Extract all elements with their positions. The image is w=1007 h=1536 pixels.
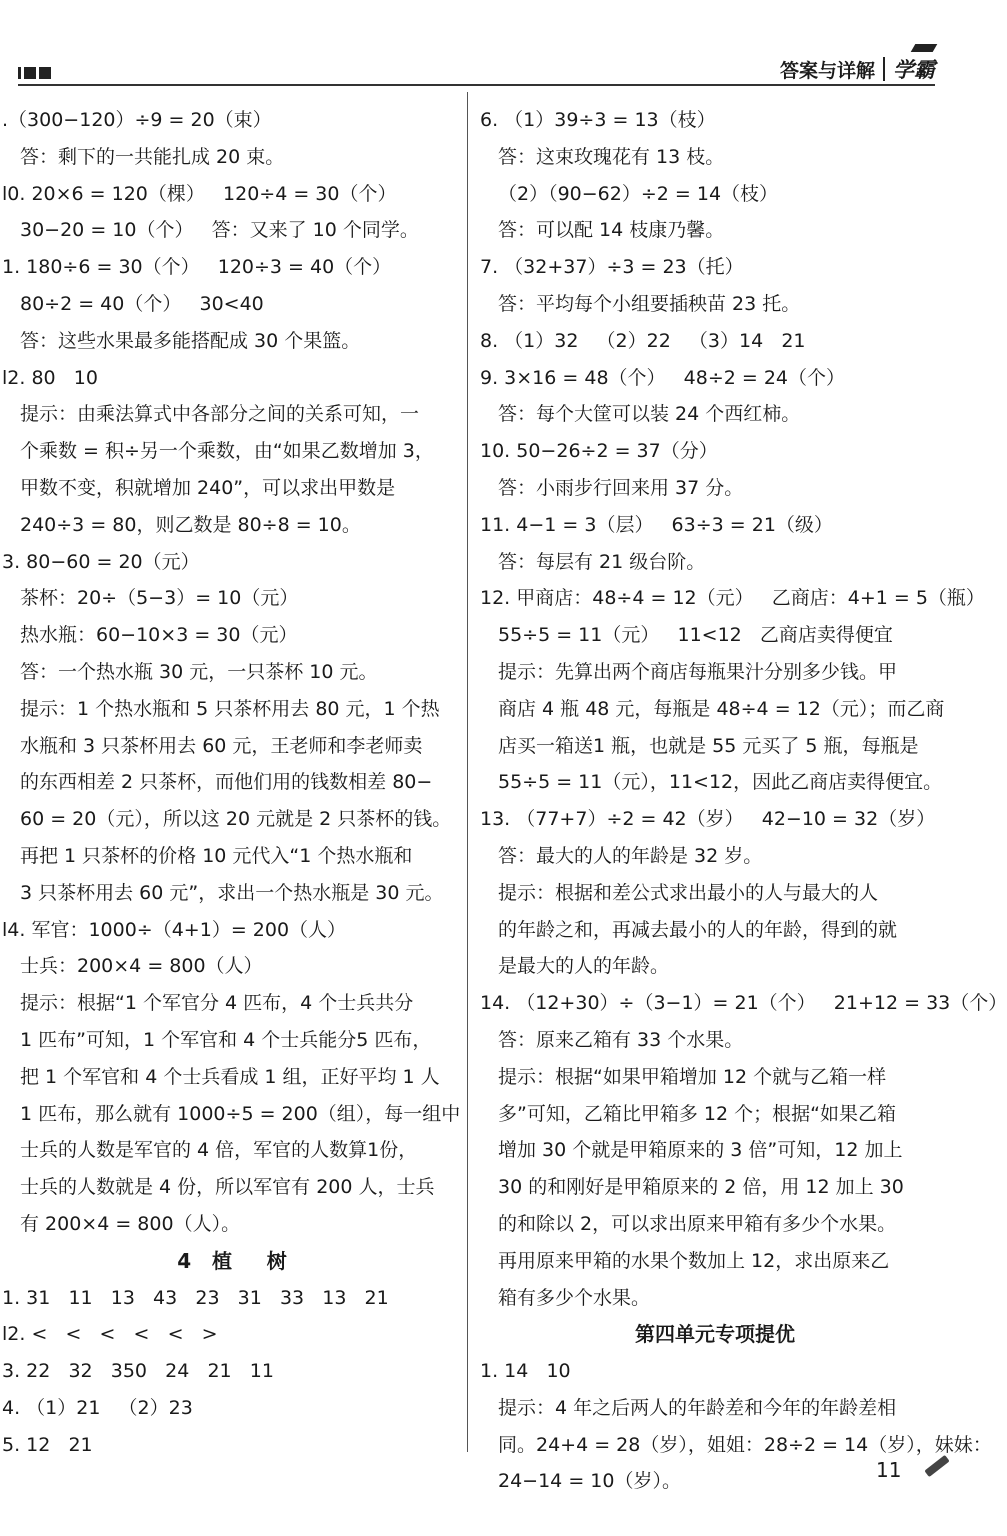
answer-line: 30−20 = 10（个） 答：又来了 10 个同学。 bbox=[20, 219, 419, 242]
answer-line: 14. （12+30）÷（3−1）= 21（个） 21+12 = 33（个） bbox=[480, 992, 1007, 1015]
hint-line: 1 匹布”可知，1 个军官和 4 个士兵能分5 匹布， bbox=[20, 1028, 432, 1051]
right-column bbox=[480, 102, 1007, 1500]
hint-line: 增加 30 个就是甲箱原来的 3 倍”可知，12 加上 bbox=[498, 1139, 903, 1162]
hint-line: 提示：根据“1 个军官分 4 匹布，4 个士兵共分 bbox=[20, 992, 414, 1015]
section-title: 第四单元专项提优 bbox=[635, 1322, 795, 1347]
page-header bbox=[780, 54, 935, 84]
answer-line: 10. 50−26÷2 = 37（分） bbox=[480, 440, 718, 463]
answer-line: 答：最大的人的年龄是 32 岁。 bbox=[498, 844, 763, 867]
answer-line: 答：可以配 14 枝康乃馨。 bbox=[498, 219, 725, 242]
answer-line: 答：每个大筐可以装 24 个西红柿。 bbox=[498, 403, 801, 426]
hint-line: 的东西相差 2 只茶杯，而他们用的钱数相差 80− bbox=[20, 771, 433, 794]
answer-line: 3. 80−60 = 20（元） bbox=[2, 550, 200, 573]
hint-line: 240÷3 = 80，则乙数是 80÷8 = 10。 bbox=[20, 513, 361, 536]
hint-line: 24−14 = 10（岁）。 bbox=[498, 1470, 681, 1493]
hint-line: 提示：根据和差公式求出最小的人与最大的人 bbox=[498, 881, 879, 904]
hint-line: 有 200×4 = 800（人）。 bbox=[20, 1212, 241, 1235]
hint-line: 的和除以 2，可以求出原来甲箱有多少个水果。 bbox=[498, 1212, 897, 1235]
header-block-mark bbox=[24, 67, 36, 79]
hint-line: 的年龄之和，再减去最小的人的年龄，得到的就 bbox=[498, 918, 898, 941]
hint-line: 55÷5 = 11（元），11<12，因此乙商店卖得便宜。 bbox=[498, 771, 943, 794]
answer-line: 8. （1）32 （2）22 （3）14 21 bbox=[480, 329, 806, 352]
hint-line: 商店 4 瓶 48 元，每瓶是 48÷4 = 12（元）；而乙商 bbox=[498, 697, 945, 720]
answer-line: .（300−120）÷9 = 20（束） bbox=[2, 109, 272, 131]
hint-line: 水瓶和 3 只茶杯用去 60 元，王老师和李老师卖 bbox=[20, 734, 423, 757]
answer-line: 80÷2 = 40（个） 30<40 bbox=[20, 292, 264, 315]
answer-line: l2. 80 10 bbox=[2, 366, 98, 389]
answer-line: 答：小雨步行回来用 37 分。 bbox=[498, 476, 744, 499]
hint-line: 个乘数 = 积÷另一个乘数，由“如果乙数增加 3， bbox=[20, 440, 434, 463]
hint-line: 多”可知，乙箱比甲箱多 12 个；根据“如果乙箱 bbox=[498, 1102, 896, 1125]
answer-line: l4. 军官：1000÷（4+1）= 200（人） bbox=[2, 918, 347, 941]
hint-line: 把 1 个军官和 4 个士兵看成 1 组，正好平均 1 人 bbox=[20, 1065, 440, 1088]
hint-line: 30 的和刚好是甲箱原来的 2 倍，用 12 加上 30 bbox=[498, 1176, 904, 1199]
hint-line: 同。24+4 = 28（岁），姐姐：28÷2 = 14（岁），妹妹： bbox=[498, 1433, 992, 1456]
hint-line: 士兵的人数是军官的 4 倍，军官的人数算1份， bbox=[20, 1139, 418, 1162]
header-block-mark bbox=[39, 67, 51, 79]
answer-line: 12. 甲商店：48÷4 = 12（元） 乙商店：4+1 = 5（瓶） bbox=[480, 587, 985, 610]
answer-line: 答：剩下的一共能扎成 20 束。 bbox=[20, 145, 285, 168]
answer-line: 1. 180÷6 = 30（个） 120÷3 = 40（个） bbox=[2, 256, 392, 279]
section-title: 4 植 树 bbox=[177, 1248, 287, 1273]
hint-line: 3 只茶杯用去 60 元”，求出一个热水瓶是 30 元。 bbox=[20, 881, 444, 904]
hint-line: 店买一箱送1 瓶，也就是 55 元买了 5 瓶，每瓶是 bbox=[498, 734, 919, 757]
answer-line: 热水瓶：60−10×3 = 30（元） bbox=[20, 624, 298, 647]
header-rule bbox=[18, 84, 935, 86]
hint-line: 提示：先算出两个商店每瓶果汁分别多少钱。甲 bbox=[498, 660, 898, 683]
answer-line: 11. 4−1 = 3（层） 63÷3 = 21（级） bbox=[480, 513, 833, 536]
hint-line: 60 = 20（元），所以这 20 元就是 2 只茶杯的钱。 bbox=[20, 808, 452, 831]
answer-line: 13. （77+7）÷2 = 42（岁） 42−10 = 32（岁） bbox=[480, 808, 936, 831]
answer-line: 3. 22 32 350 24 21 11 bbox=[2, 1360, 274, 1383]
answer-line: 9. 3×16 = 48（个） 48÷2 = 24（个） bbox=[480, 366, 846, 389]
page-number: 11 bbox=[876, 1458, 902, 1482]
hint-line: 是最大的人的年龄。 bbox=[498, 955, 670, 978]
answer-line: 55÷5 = 11（元） 11<12 乙商店卖得便宜 bbox=[498, 624, 893, 647]
hint-line: 提示：由乘法算式中各部分之间的关系可知，一 bbox=[20, 403, 420, 426]
answer-line: 答：一个热水瓶 30 元，一只茶杯 10 元。 bbox=[20, 660, 378, 683]
hint-line: 士兵的人数就是 4 份，所以军官有 200 人，士兵 bbox=[20, 1176, 435, 1199]
answer-line: 答：这些水果最多能搭配成 30 个果篮。 bbox=[20, 329, 361, 352]
hint-line: 1 匹布，那么就有 1000÷5 = 200（组），每一组中 bbox=[20, 1102, 461, 1125]
answer-line: l0. 20×6 = 120（棵） 120÷4 = 30（个） bbox=[2, 182, 397, 205]
answer-line: 1. 31 11 13 43 23 31 33 13 21 bbox=[2, 1286, 389, 1309]
answer-line: 答：每层有 21 级台阶。 bbox=[498, 550, 706, 573]
hint-line: 箱有多少个水果。 bbox=[498, 1286, 651, 1309]
hint-line: 提示：4 年之后两人的年龄差和今年的年龄差相 bbox=[498, 1396, 897, 1419]
graduation-cap-icon bbox=[911, 44, 938, 52]
answer-line: 士兵：200×4 = 800（人） bbox=[20, 955, 263, 978]
hint-line: 提示：根据“如果甲箱增加 12 个就与乙箱一样 bbox=[498, 1065, 887, 1088]
answer-line: 答：这束玫瑰花有 13 枝。 bbox=[498, 145, 725, 168]
header-separator bbox=[883, 57, 885, 81]
brand-logo: 学霸 bbox=[893, 58, 935, 82]
answer-line: 5. 12 21 bbox=[2, 1433, 93, 1456]
header-label: 答案与详解 bbox=[779, 59, 875, 82]
hint-line: 甲数不变，积就增加 240”，可以求出甲数是 bbox=[20, 476, 396, 499]
answer-line: （2）（90−62）÷2 = 14（枝） bbox=[498, 182, 779, 205]
header-marks bbox=[18, 67, 51, 79]
answer-line: 茶杯：20÷（5−3）= 10（元） bbox=[20, 587, 299, 610]
hint-line: 再用原来甲箱的水果个数加上 12，求出原来乙 bbox=[498, 1249, 890, 1272]
header-bar-mark bbox=[18, 67, 21, 79]
answer-line: 6. （1）39÷3 = 13（枝） bbox=[480, 109, 716, 131]
answer-line: 1. 14 10 bbox=[480, 1360, 571, 1383]
column-divider bbox=[467, 92, 468, 1452]
hint-line: 提示：1 个热水瓶和 5 只茶杯用去 80 元，1 个热 bbox=[20, 697, 440, 720]
answer-line: l2. < < < < < > bbox=[2, 1323, 218, 1346]
answer-line: 7. （32+37）÷3 = 23（托） bbox=[480, 256, 744, 279]
left-column bbox=[2, 102, 462, 1463]
hint-line: 再把 1 只茶杯的价格 10 元代入“1 个热水瓶和 bbox=[20, 844, 413, 867]
answer-line: 4. （1）21 （2）23 bbox=[2, 1396, 193, 1419]
answer-line: 答：平均每个小组要插秧苗 23 托。 bbox=[498, 292, 801, 315]
answer-line: 答：原来乙箱有 33 个水果。 bbox=[498, 1028, 744, 1051]
